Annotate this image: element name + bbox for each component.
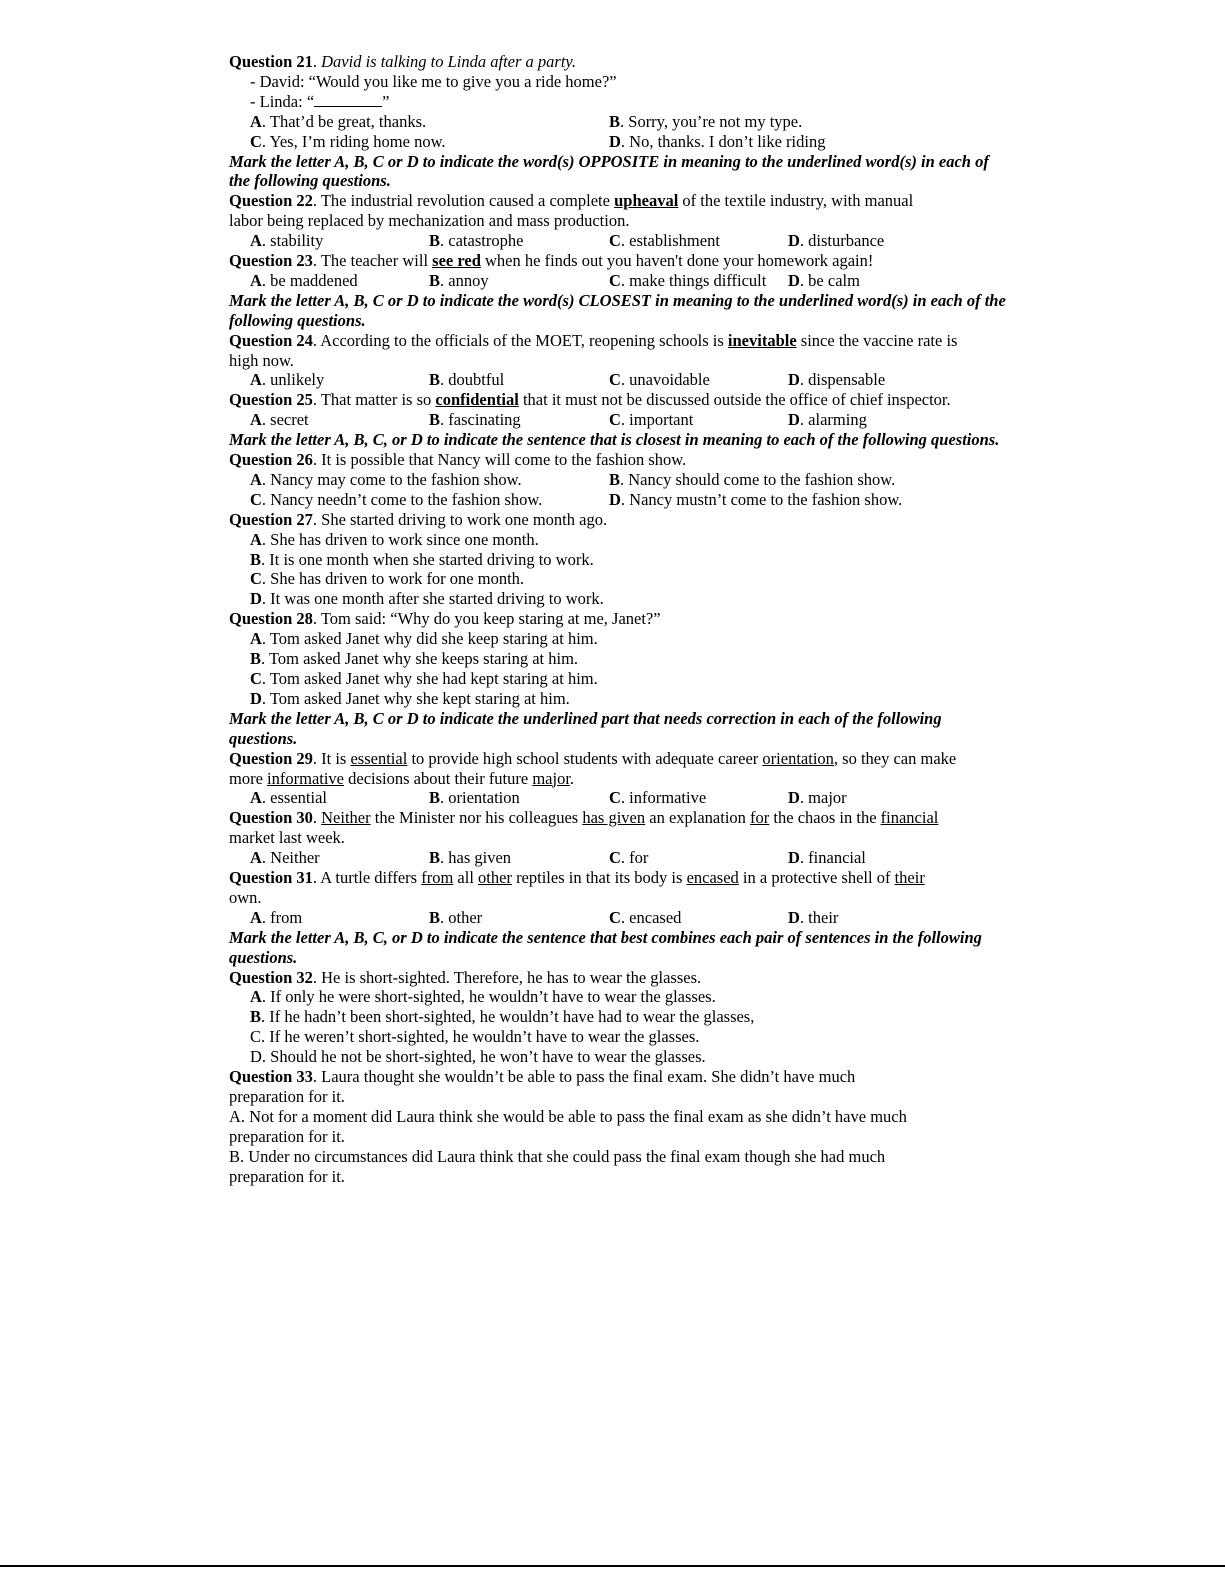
option-b[interactable]: B. other [429,907,483,927]
option-d[interactable]: D. It was one month after she started driving to work. [250,589,604,609]
option-b[interactable]: B. If he hadn’t been short-sighted, he wouldn’t have had to wear the glasses, [250,1007,755,1027]
option-b[interactable]: B. Nancy should come to the fashion show. [609,469,896,489]
option-d[interactable]: D. major [788,788,847,808]
option-b[interactable]: B. annoy [429,270,489,290]
option-a[interactable]: A. That’d be great, thanks. [250,111,427,131]
question-22: Question 22. The industrial revolution caused a complete upheaval of the textile industry, with manual [229,191,914,211]
option-b[interactable]: B. Sorry, you’re not my type. [609,111,803,131]
option-c[interactable]: C. Yes, I’m riding home now. [250,131,446,151]
option-b[interactable]: B. Under no circumstances did Laura think that she could pass the final exam though she had much [229,1146,886,1166]
underlined-word: upheaval [614,191,679,211]
question-27: Question 27. She started driving to work one month ago. [229,509,608,529]
option-d[interactable]: D. their [788,907,839,927]
option-a[interactable]: A. Tom asked Janet why did she keep staring at him. [250,629,598,649]
question-prompt: David is talking to Linda after a party. [321,52,576,71]
option-a[interactable]: A. If only he were short-sighted, he wouldn’t have to wear the glasses. [250,987,716,1007]
option-c[interactable]: C. She has driven to work for one month. [250,569,525,589]
underlined-word: inevitable [727,330,797,350]
option-d[interactable]: D. disturbance [788,231,885,251]
options-row [229,490,1009,510]
option-b[interactable]: B. has given [429,848,512,868]
option-a[interactable]: A. from [250,907,303,927]
option-d[interactable]: D. financial [788,848,866,868]
option-b[interactable]: B. It is one month when she started driving to work. [250,549,594,569]
options-row [229,132,1009,152]
option-d[interactable]: D. alarming [788,410,867,430]
options-row [229,231,1009,251]
option-c[interactable]: C. establishment [609,231,720,251]
page-bottom-rule [0,1565,1225,1567]
options-row [229,271,1009,291]
question-33: Question 33. Laura thought she wouldn’t be able to pass the final exam. She didn’t have much [229,1067,856,1087]
option-a[interactable]: A. unlikely [250,370,325,390]
options-row [229,908,1009,928]
question-24: Question 24. According to the officials of the MOET, reopening schools is inevitable since the vaccine rate is [229,330,958,350]
option-a[interactable]: A. stability [250,231,324,251]
option-a[interactable]: A. be maddened [250,270,358,290]
question-label: Question 21 [229,52,313,71]
exam-page: Question 21. David is talking to Linda after a party. - David: “Would you like me to give you a ride home?” - Linda: “ ” A. That’d be great, thanks. B. Sorry, you’re not my type. C. Yes, I’m riding home now. D. No, thanks. I don’t like riding Mark the letter A, B, C or D to indicate the word(s) OPPOSITE in meaning to the underlined word(s) in each of the following questions. Question 22. The industrial revolution caused a complete upheaval of the textile industry, with manual labor being replaced by mechanization and mass production. A. stability B. catastrophe C. establishment D. disturbance Question 23. The teacher will see red when he finds out you haven't done your homework again! A. be maddened B. annoy C. make things difficult D. be calm Mark the letter A, B, C or D to indicate the word(s) CLOSEST in meaning to the underlined word(s) in each of the following questions. Question 24. According to the officials of the MOET, reopening schools is inevitable since the vaccine rate is high now. A. unlikely B. doubtful C. unavoidable D. dispensable Question 25. That matter is so confidential that it must not be discussed outside the office of chief inspector. A. secret B. fascinating C. important D. alarming Mark the letter A, B, C, or D to indicate the sentence that is closest in meaning to each of the following questions. Question 26. It is possible that Nancy will come to the fashion show. A. Nancy may come to the fashion show. B. Nancy should come to the fashion show. C. Nancy needn’t come to the fashion show. D. Nancy mustn’t come to the fashion show. Question 27. She started driving to work one month ago. A. She has driven to work since one month. B. It is one month when she started driving to work. C. She has driven to work for one month. D. It was one month after she started driving to work. Question 28. Tom said: “Why do you keep staring at me, Janet?” A. Tom asked Janet why did she keep staring at him. B. Tom asked Janet why she keeps staring at him. C. Tom asked Janet why she had kept staring at him. D. Tom asked Janet why she kept staring at him. Mark the letter A, B, C or D to indicate the underlined part that needs correction in each of the following questions. Question 29. It is essential to provide high school students with adequate career orientation, so they can make more informative decisions about their future major. A. essential B. orientation C. informative D. major Question 30. Neither the Minister nor his colleagues has given an explanation for the chaos in the financial market last week. A. Neither B. has given C. for D. financial Question 31. A turtle differs from all other reptiles in that its body is encased in a protective shell of their own. A. from B. other C. encased D. their Mark the letter A, B, C, or D to indicate the sentence that best combines each pair of sentences in the following questions. Question 32. He is short-sighted. Therefore, he has to wear the glasses. A. If only he were short-sighted, he wouldn’t have to wear the glasses. B. If he hadn’t been short-sighted, he wouldn’t have had to wear the glasses, C. If he weren’t short-sighted, he wouldn’t have to wear the glasses. D. Should he not be short-sighted, he won’t have to wear the glasses. Question 33. Laura thought she wouldn’t be able to pass the final exam. She didn’t have much preparation for it. A. Not for a moment did Laura think she would be able to pass the final exam as she didn’t have much preparation for it. B. Under no circumstances did Laura think that she could pass the final exam though she had much preparation for it. [229,52,1009,1186]
option-d[interactable]: D. No, thanks. I don’t like riding [609,131,826,151]
option-c[interactable]: C. for [609,848,649,868]
underlined-word: see red [432,251,481,271]
option-c[interactable]: C. Tom asked Janet why she had kept staring at him. [250,668,598,688]
question-23: Question 23. The teacher will see red when he finds out you haven't done your homework again! [229,251,874,271]
option-b[interactable]: B. fascinating [429,410,521,430]
dialogue-line: - David: “Would you like me to give you a ride home?” [250,71,617,91]
section-instruction: Mark the letter A, B, C, or D to indicate the sentence that best combines each pair of sentences in the following questions. [229,927,982,967]
section-instruction: Mark the letter A, B, C, or D to indicate the sentence that is closest in meaning to each of the following questions. [229,430,1000,450]
options-row [229,370,1009,390]
option-b[interactable]: B. orientation [429,788,520,808]
section-instruction: Mark the letter A, B, C or D to indicate the word(s) OPPOSITE in meaning to the underlined word(s) in each of the following questions. [229,151,989,191]
option-c[interactable]: C. unavoidable [609,370,710,390]
option-d[interactable]: D. Tom asked Janet why she kept staring at him. [250,688,570,708]
option-a[interactable]: A. essential [250,788,327,808]
option-a[interactable]: A. She has driven to work since one month. [250,529,539,549]
options-row [229,470,1009,490]
option-b[interactable]: B. Tom asked Janet why she keeps staring at him. [250,649,579,669]
option-a[interactable]: A. Nancy may come to the fashion show. [250,469,522,489]
option-a[interactable]: A. Not for a moment did Laura think she would be able to pass the final exam as she didn’t have much [229,1106,907,1126]
question-32: Question 32. He is short-sighted. Therefore, he has to wear the glasses. [229,967,702,987]
options-row [229,788,1009,808]
option-c[interactable]: C. informative [609,788,707,808]
option-d[interactable]: D. dispensable [788,370,886,390]
option-a[interactable]: A. secret [250,410,309,430]
dialogue-line: - Linda: “ ” [250,91,390,111]
option-c[interactable]: C. Nancy needn’t come to the fashion show. [250,489,543,509]
options-row [229,848,1009,868]
underlined-word: confidential [435,390,519,410]
option-b[interactable]: B. catastrophe [429,231,524,251]
option-c[interactable]: C. important [609,410,694,430]
question-21: Question 21. David is talking to Linda after a party. [229,52,576,71]
question-28: Question 28. Tom said: “Why do you keep staring at me, Janet?” [229,609,661,629]
option-d[interactable]: D. be calm [788,270,860,290]
question-30: Question 30. Neither the Minister nor his colleagues has given an explanation for the chaos in the financial [229,808,939,828]
section-instruction: Mark the letter A, B, C or D to indicate the word(s) CLOSEST in meaning to the underlined word(s) in each of the following questions. [229,290,1006,330]
option-d[interactable]: D. Nancy mustn’t come to the fashion show. [609,489,903,509]
option-a[interactable]: A. Neither [250,848,320,868]
question-29: Question 29. It is essential to provide high school students with adequate career orientation, so they can make [229,748,957,768]
section-instruction: Mark the letter A, B, C or D to indicate the underlined part that needs correction in each of the following questions. [229,708,942,748]
option-d[interactable]: D. Should he not be short-sighted, he won’t have to wear the glasses. [250,1047,706,1067]
answer-blank [314,92,382,107]
question-31: Question 31. A turtle differs from all other reptiles in that its body is encased in a protective shell of their [229,868,925,887]
option-c[interactable]: C. If he weren’t short-sighted, he wouldn’t have to wear the glasses. [250,1027,700,1047]
question-25: Question 25. That matter is so confidential that it must not be discussed outside the office of chief inspector. [229,390,951,410]
option-c[interactable]: C. encased [609,907,682,927]
option-c[interactable]: C. make things difficult [609,270,767,290]
options-row [229,112,1009,132]
options-row [229,410,1009,430]
option-b[interactable]: B. doubtful [429,370,505,390]
question-26: Question 26. It is possible that Nancy will come to the fashion show. [229,450,687,470]
